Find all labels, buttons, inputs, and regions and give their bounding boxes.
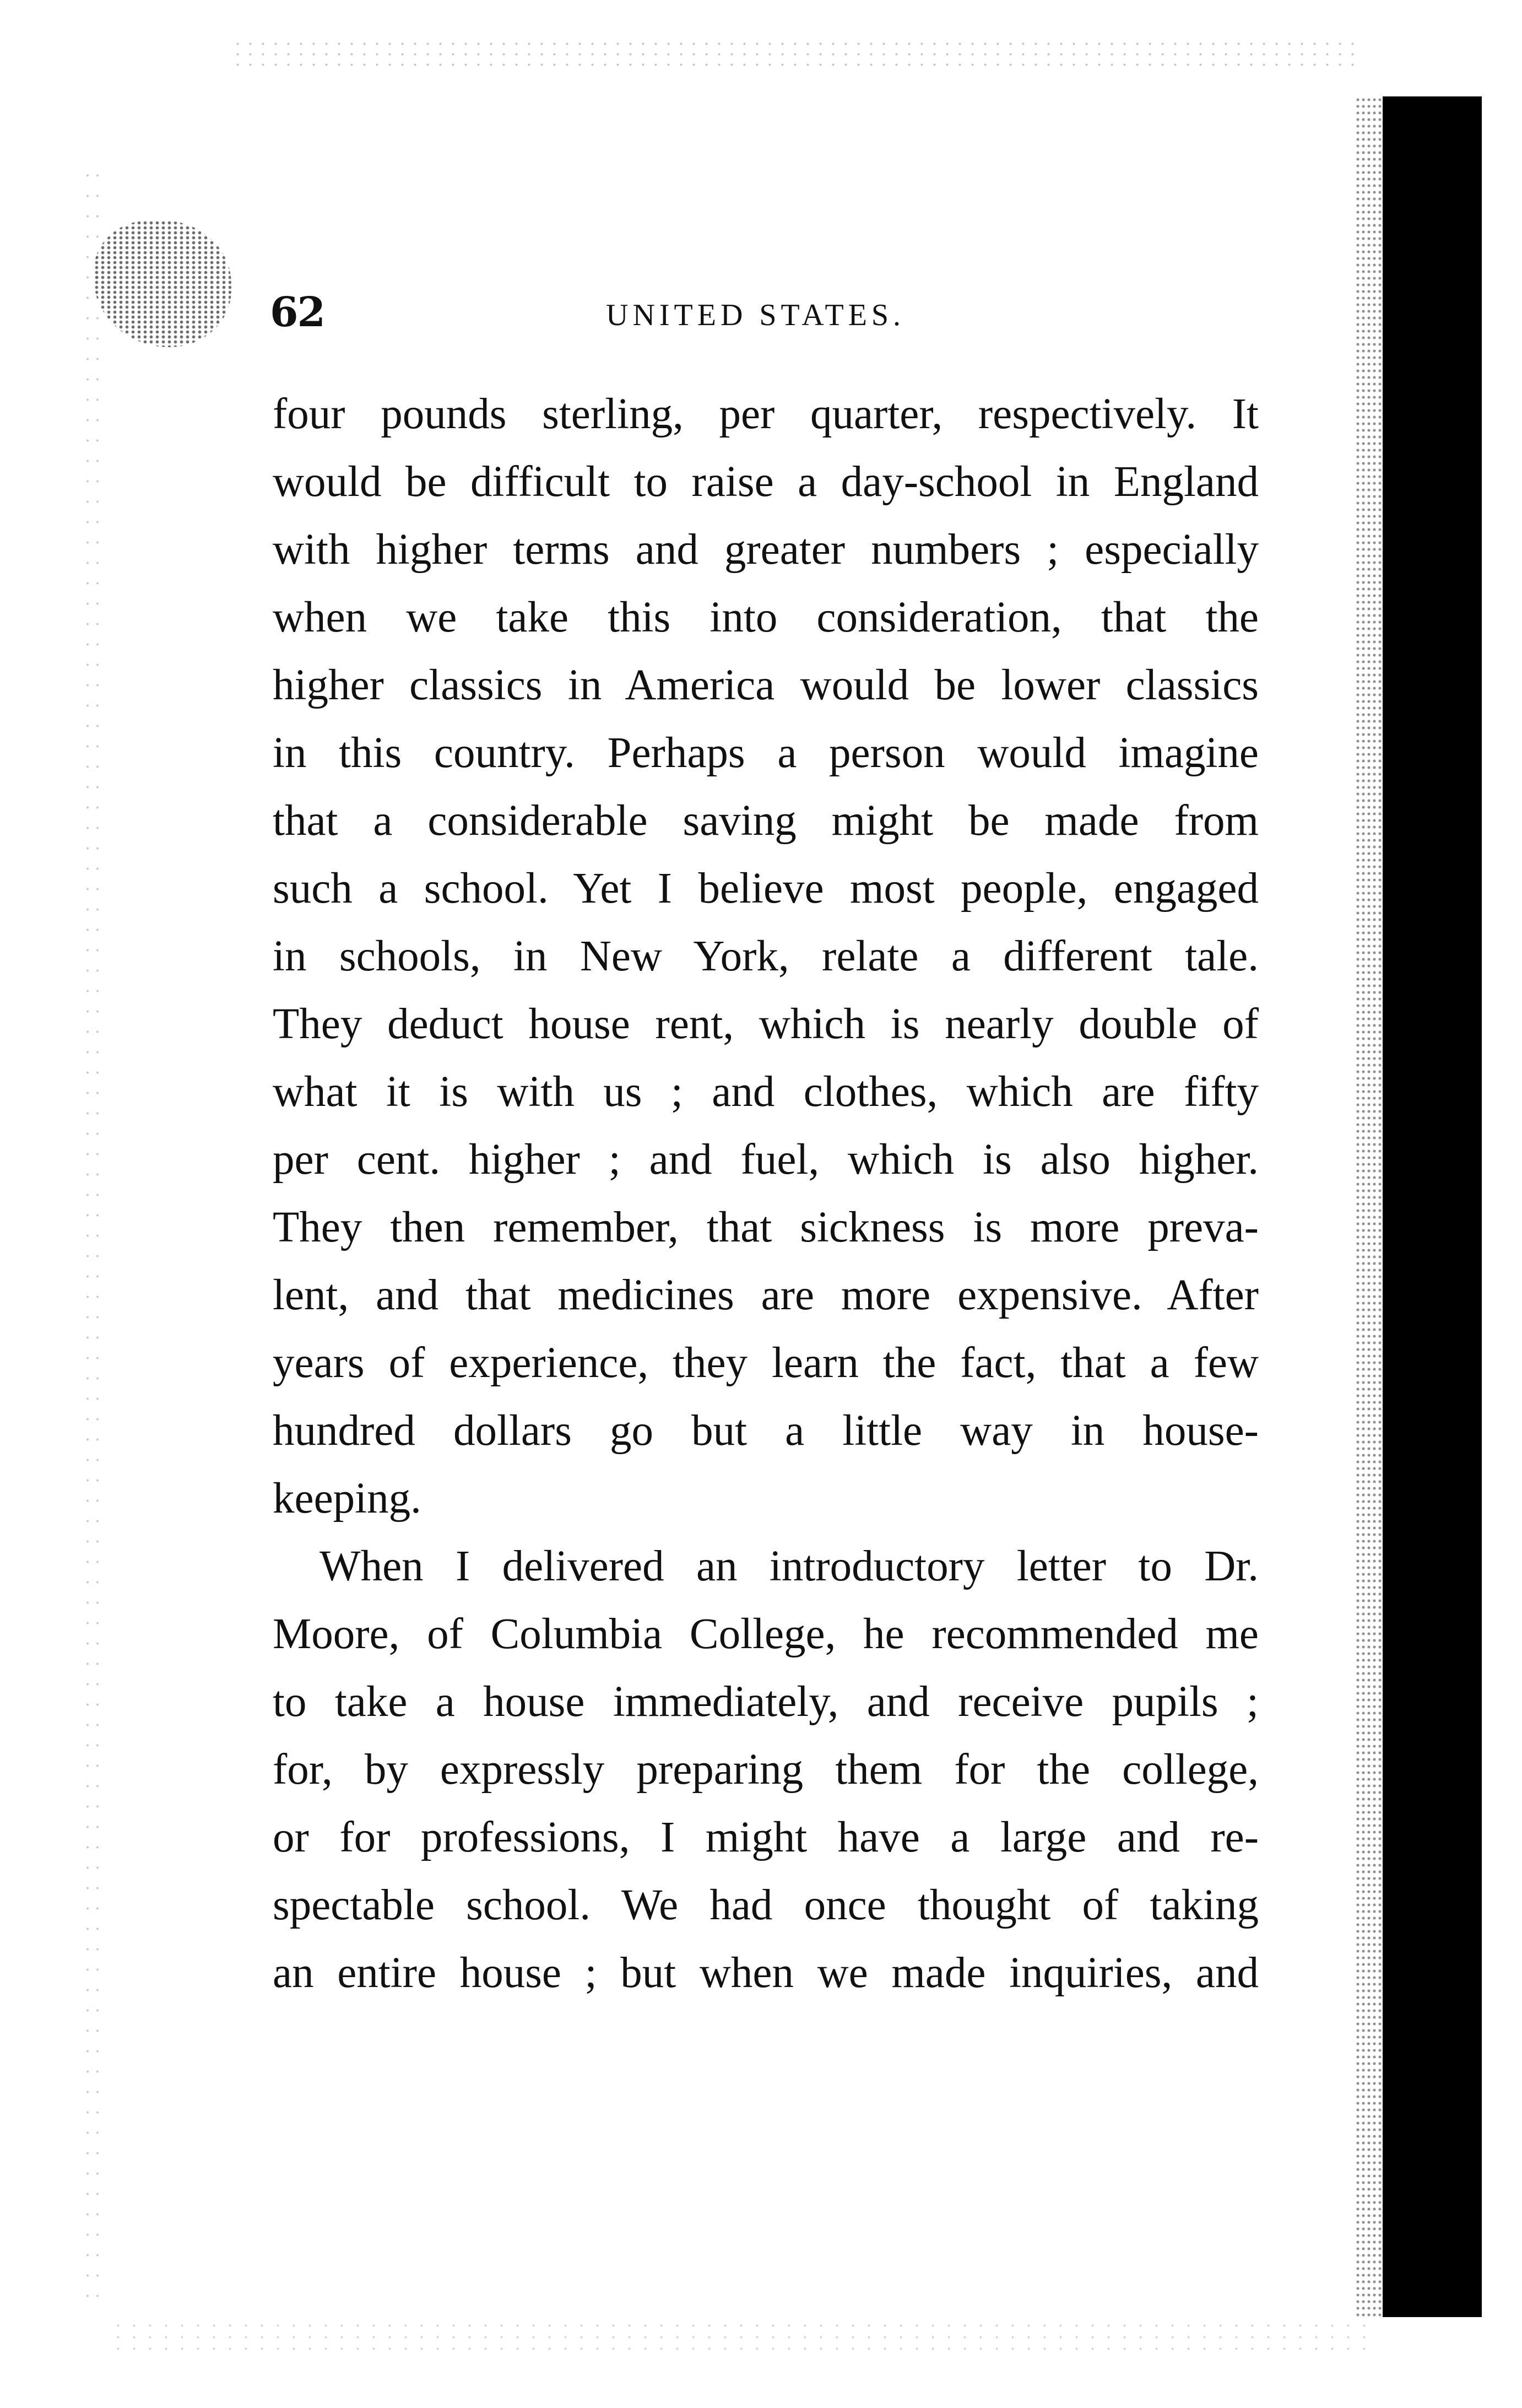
body-text [273, 380, 1259, 2007]
binding-shadow-edge [1355, 96, 1383, 2317]
text-line: what it is with us ; and clothes, which are fifty [273, 1068, 1259, 1116]
text-line: They then remember, that sickness is more preva- [273, 1203, 1259, 1251]
text-line: They deduct house rent, which is nearly double of [273, 1000, 1259, 1048]
running-head [270, 281, 1261, 342]
text-line: with higher terms and greater numbers ; especially [273, 526, 1259, 574]
scan-noise-left-edge [83, 165, 105, 2314]
scan-noise-top [231, 39, 1361, 72]
text-line: lent, and that medicines are more expensive. After [273, 1271, 1259, 1319]
paragraph-2 [273, 1532, 1259, 2007]
text-line: that a considerable saving might be made from [273, 797, 1259, 845]
text-line: would be difficult to raise a day-school in England [273, 458, 1259, 506]
binding-shadow [1383, 96, 1482, 2317]
text-line: in this country. Perhaps a person would imagine [273, 729, 1259, 777]
text-line: keeping. [273, 1475, 421, 1522]
text-line: in schools, in New York, relate a different tale. [273, 932, 1259, 980]
text-line: spectable school. We had once thought of taking [273, 1881, 1259, 1929]
text-line: four pounds sterling, per quarter, respectively. It [273, 390, 1259, 438]
ink-blot [94, 220, 231, 347]
paragraph-1 [273, 380, 1259, 1532]
text-line: or for professions, I might have a large and re- [273, 1813, 1259, 1861]
text-line: an entire house ; but when we made inquiries, and [273, 1949, 1259, 1997]
text-line: When I delivered an introductory letter to Dr. [319, 1542, 1259, 1590]
text-line: Moore, of Columbia College, he recommended me [273, 1610, 1259, 1658]
text-line: such a school. Yet I believe most people, engaged [273, 865, 1259, 913]
text-line: years of experience, they learn the fact, that a few [273, 1339, 1259, 1387]
text-line: per cent. higher ; and fuel, which is also higher. [273, 1136, 1259, 1184]
text-line: to take a house immediately, and receive pupils ; [273, 1678, 1259, 1726]
text-line: when we take this into consideration, that the [273, 593, 1259, 641]
page-number: 62 [270, 289, 324, 336]
text-line: hundred dollars go but a little way in house- [273, 1407, 1259, 1455]
scan-noise-bottom [110, 2320, 1377, 2358]
running-title: UNITED STATES. [606, 298, 906, 332]
text-line: higher classics in America would be lower classics [273, 661, 1259, 709]
text-line: for, by expressly preparing them for the college, [273, 1746, 1259, 1794]
